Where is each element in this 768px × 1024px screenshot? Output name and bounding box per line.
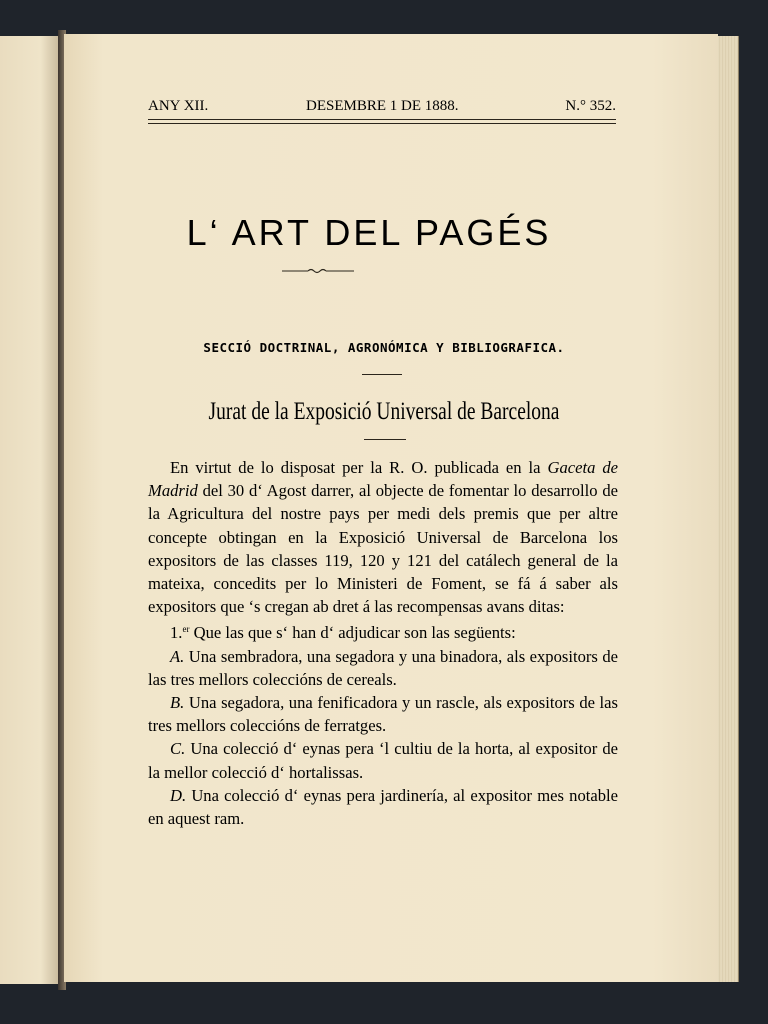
section-heading: SECCIÓ DOCTRINAL, AGRONÓMICA Y BIBLIOGRAFICA. — [203, 340, 565, 355]
volume-label: ANY XII. — [148, 98, 209, 114]
item-letter: D. — [170, 785, 187, 805]
point-text: Que las que s‘ han d‘ adjudicar son las següents: — [193, 623, 516, 643]
item-letter: A. — [170, 646, 185, 666]
item-text: Una colecció d‘ eynas pera ‘l cultiu de la horta, al expositor de la mellor colecció d‘ hortalissas. — [148, 739, 618, 782]
item-letter: B. — [170, 693, 185, 713]
list-item — [148, 784, 618, 830]
point-one — [148, 618, 618, 644]
intro-text-rest: del 30 d‘ Agost darrer, al objecte de fomentar lo desarrollo de la Agricultura del nostre pays per medi dels premis que per altre concepte obtingan en la Exposició Universal de Barcelona los expositors de las classes 119, 120 y 121 del catálech general de la mateixa, concedits per lo Ministeri de Foment, se fá á saber als expositors que ‘s cregan ab dret á las recompensas avans ditas: — [148, 481, 618, 617]
article-body — [148, 456, 618, 830]
page-stack-edge — [718, 36, 739, 982]
list-item — [148, 691, 618, 737]
gazette-reference: Gaceta de Madrid — [148, 458, 619, 501]
article-title-rule — [364, 439, 406, 440]
section-rule — [362, 374, 402, 375]
header-double-rule — [148, 119, 616, 124]
issue-number: N.° 352. — [565, 98, 616, 114]
point-number: 1. — [170, 623, 183, 643]
intro-text-start: En virtut de lo disposat per la R. O. publicada en la — [170, 458, 541, 477]
item-letter: C. — [170, 739, 186, 759]
list-item — [148, 645, 618, 691]
publication-title: L‘ ART DEL PAGÉS — [186, 212, 552, 253]
facing-page-edge — [0, 36, 60, 984]
list-item — [148, 737, 618, 783]
point-superscript: er — [182, 624, 190, 635]
running-header — [148, 96, 616, 118]
ornament-divider — [282, 266, 354, 276]
intro-paragraph — [148, 456, 618, 618]
item-text: Una segadora, una fenificadora y un rascle, als expositors de las tres mellors coleccións de ferratges. — [148, 693, 618, 736]
item-text: Una sembradora, una segadora y una binadora, als expositors de las tres mellors coleccións de cereals. — [148, 646, 618, 689]
article-title: Jurat de la Exposició Universal de Barcelona — [208, 398, 560, 425]
issue-date: DESEMBRE 1 DE 1888. — [306, 98, 459, 114]
item-text: Una colecció d‘ eynas pera jardinería, al expositor mes notable en aquest ram. — [148, 785, 619, 829]
